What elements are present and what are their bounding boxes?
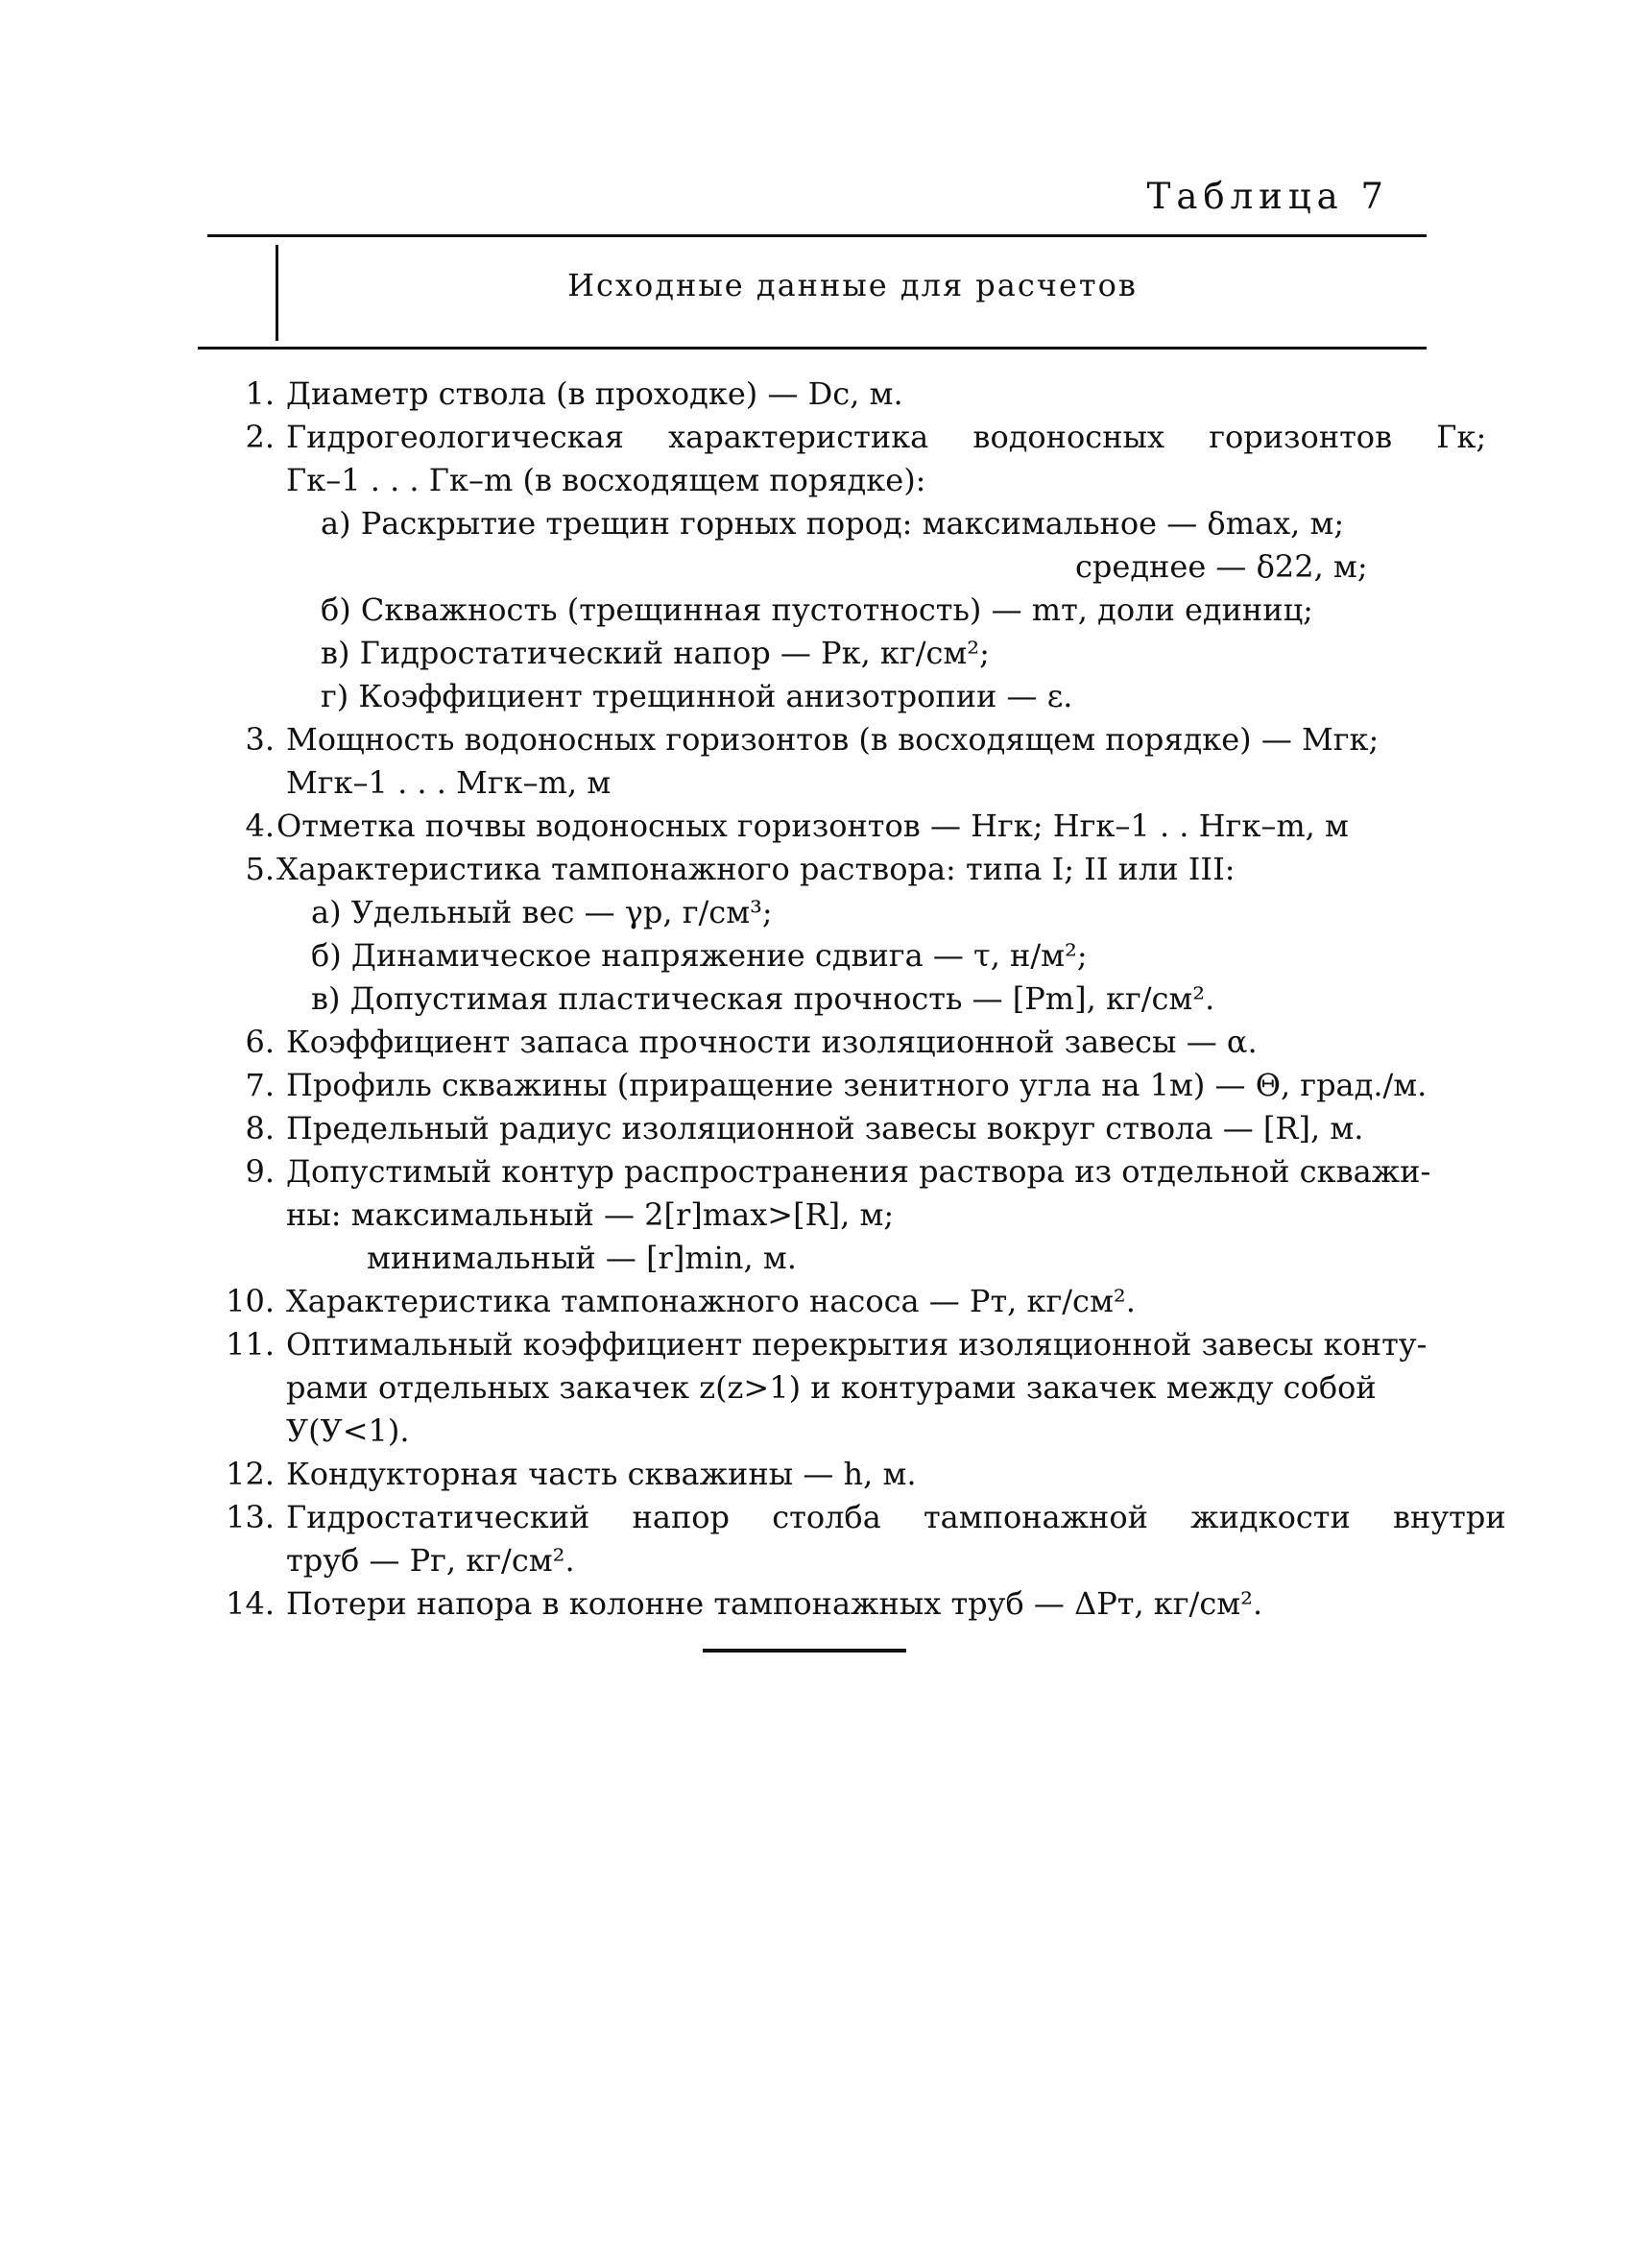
item-number: 14. [226, 1585, 275, 1622]
item-text: Коэффициент запаса прочности изоляционной завесы — α. [286, 1024, 1258, 1060]
list-item [192, 1453, 1430, 1496]
list-item [192, 1107, 1430, 1150]
list-item [192, 1323, 1430, 1453]
list-item [192, 416, 1487, 718]
item-text: Гидрогеологическая характеристика водоносных горизонтов Гк; [286, 419, 1487, 455]
item-text: Гидростатический напор столба тампонажной жидкости внутри [286, 1499, 1506, 1535]
item-number: 9. [245, 1153, 275, 1190]
item-text: Предельный радиус изоляционной завесы вокруг ствола — [R], м. [286, 1110, 1364, 1146]
item-number: 4. [245, 808, 275, 844]
table-caption: Таблица 7 [1146, 176, 1389, 217]
item-number: 13. [226, 1499, 275, 1535]
item-text: рами отдельных закачек z(z>1) и контурами закачек между собой [286, 1369, 1377, 1406]
item-number: 7. [245, 1067, 275, 1103]
item-text: Характеристика тампонажного насоса — Pт, кг/см². [286, 1283, 1136, 1319]
list-item [192, 848, 1430, 1021]
list-item [192, 1496, 1506, 1582]
input-data-list [192, 373, 1506, 1626]
item-text: Гк–1 . . . Гк–m (в восходящем порядке): [286, 462, 926, 498]
item-number: 10. [226, 1283, 275, 1319]
sub-item: в) Допустимая пластическая прочность — [Pm], кг/см². [311, 980, 1215, 1017]
item-text: Потери напора в колонне тампонажных труб — ΔPт, кг/см². [286, 1585, 1263, 1622]
item-text: Мощность водоносных горизонтов (в восходящем порядке) — Mгк; [286, 721, 1380, 758]
item-text: У(У<1). [286, 1412, 410, 1449]
sub-item: г) Коэффициент трещинной анизотропии — ε. [321, 678, 1073, 714]
list-item [192, 1150, 1430, 1280]
item-number: 1. [245, 375, 275, 412]
sub-item: в) Гидростатический напор — Pк, кг/см²; [321, 635, 990, 671]
item-number: 11. [226, 1326, 275, 1363]
list-item [192, 1582, 1430, 1626]
end-rule [703, 1649, 906, 1653]
table-header-rule [198, 347, 1427, 350]
item-text: Отметка почвы водоносных горизонтов — Hгк; Hгк–1 . . Hгк–m, м [276, 808, 1349, 844]
item-number: 8. [245, 1110, 275, 1146]
list-item [192, 1280, 1430, 1323]
item-number: 2. [245, 419, 275, 455]
item-text: Оптимальный коэффициент перекрытия изоляционной завесы конту- [286, 1326, 1428, 1363]
item-text: Характеристика тампонажного раствора: типа I; II или III: [276, 851, 1236, 887]
item-text: Mгк–1 . . . Mгк–m, м [286, 764, 612, 801]
list-item [192, 718, 1430, 805]
table-top-rule [207, 234, 1427, 237]
item-number: 12. [226, 1456, 275, 1492]
item-text: труб — Pг, кг/см². [286, 1542, 575, 1579]
item-text: Допустимый контур распространения раствора из отдельной скважи- [286, 1153, 1431, 1190]
table-header: Исходные данные для расчетов [567, 267, 1138, 303]
item-number: 5. [245, 851, 275, 887]
item-text: минимальный — [r]min, м. [367, 1240, 797, 1276]
sub-item: а) Удельный вес — γр, г/см³; [311, 894, 773, 930]
sub-item: б) Скважность (трещинная пустотность) — mт, доли единиц; [321, 591, 1313, 628]
item-text: Профиль скважины (приращение зенитного угла на 1м) — Θ, град./м. [286, 1067, 1428, 1103]
item-text: ны: максимальный — 2[r]max>[R], м; [286, 1196, 895, 1233]
list-item [192, 1064, 1430, 1107]
list-item [192, 1021, 1430, 1064]
item-number: 3. [245, 721, 275, 758]
item-text: Диаметр ствола (в проходке) — Dc, м. [286, 375, 903, 412]
sub-item: б) Динамическое напряжение сдвига — τ, н/м²; [311, 937, 1088, 974]
list-item [192, 805, 1430, 848]
list-item [192, 373, 1430, 416]
sub-item-continuation: среднее — δ22, м; [1075, 548, 1368, 585]
item-text: Кондукторная часть скважины — h, м. [286, 1456, 917, 1492]
sub-item: а) Раскрытие трещин горных пород: максимальное — δmax, м; [321, 505, 1345, 542]
item-number: 6. [245, 1024, 275, 1060]
